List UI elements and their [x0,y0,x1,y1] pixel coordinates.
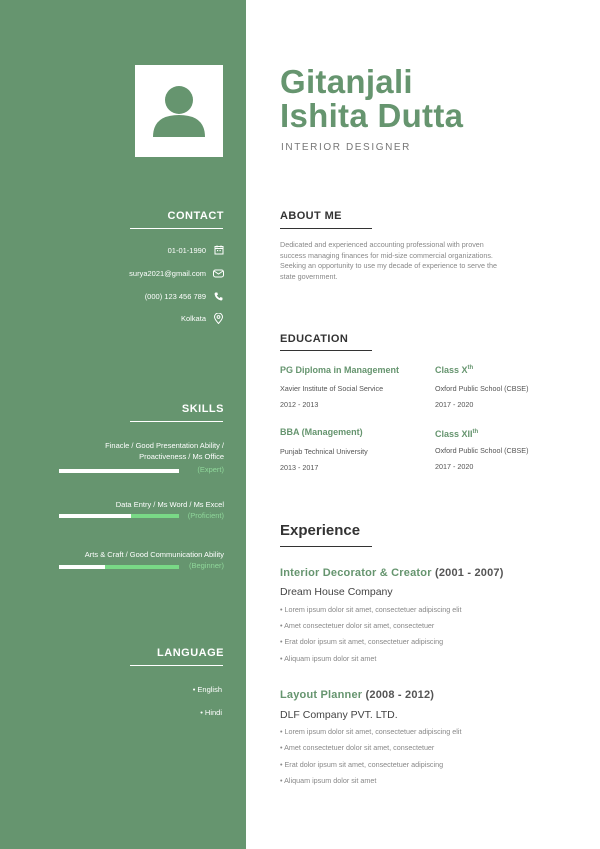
avatar-icon [151,85,207,137]
job-2-bullet-4: • Aliquam ipsum dolor sit amet [280,776,377,785]
language-item-hindi: • Hindi [200,708,222,717]
job-2-title-text: Layout Planner [280,689,363,701]
avatar [135,65,223,157]
phone-icon [213,291,224,302]
candidate-name [280,65,463,133]
contact-phone [145,289,224,303]
experience-divider [280,546,372,547]
edu-1-years: 2012 - 2013 [280,400,319,409]
edu-3-school: Punjab Technical University [280,447,368,456]
edu-4-title [435,429,478,439]
job-1-title [280,567,504,579]
edu-4-school: Oxford Public School (CBSE) [435,446,529,455]
job-2-bullet-2: • Amet consectetuer dolor sit amet, consectetuer [280,743,435,752]
job-1-bullet-1: • Lorem ipsum dolor sit amet, consectetuer adipiscing elit [280,605,462,614]
skill-2-line1: Data Entry / Ms Word / Ms Excel [115,500,224,509]
edu-3-title: BBA (Management) [280,427,363,437]
job-2-title [280,689,434,701]
location-pin-icon [213,313,224,324]
skills-heading: SKILLS [181,403,224,415]
education-heading: EDUCATION [280,333,349,345]
education-divider [280,350,372,351]
skill-1-bar-fill [59,469,179,473]
edu-2-title-text: Class X [435,365,468,375]
edu-2-years: 2017 - 2020 [435,400,474,409]
edu-2-title [435,365,473,375]
skill-3-line1: Arts & Craft / Good Communication Ability [84,550,224,559]
skill-1-level: (Expert) [197,465,224,474]
edu-3-years: 2013 - 2017 [280,463,319,472]
location-text: Kolkata [180,313,206,323]
about-divider [280,228,372,229]
language-divider [130,665,223,666]
edu-4-title-sup: th [472,429,479,435]
calendar-icon [213,245,224,256]
skill-1-bar [59,469,179,473]
about-heading: ABOUT ME [280,210,342,222]
skill-2-label [116,499,224,510]
edu-1-school: Xavier Institute of Social Service [280,384,384,393]
job-2-company: DLF Company PVT. LTD. [280,709,398,721]
email-icon [213,268,224,279]
edu-4-title-text: Class XII [435,429,473,439]
skills-divider [130,421,223,422]
language-item-english: • English [192,685,222,694]
skill-1-line2: Proactiveness / Ms Office [139,452,224,461]
edu-4-years: 2017 - 2020 [435,462,474,471]
skill-3-bar-fill [105,565,179,569]
job-1-bullet-4: • Aliquam ipsum dolor sit amet [280,654,377,663]
job-1-bullet-3: • Erat dolor ipsum sit amet, consectetuer adipiscing [280,637,444,646]
skill-2-bar-fill [131,514,179,518]
email-text[interactable]: surya2021@gmail.com [129,268,206,278]
phone-text: (000) 123 456 789 [144,291,206,301]
job-role: INTERIOR DESIGNER [281,142,411,153]
job-2-bullet-1: • Lorem ipsum dolor sit amet, consectetuer adipiscing elit [280,727,462,736]
about-text: Dedicated and experienced accounting professional with proven success managing finances for mid-size commercial organizations. Seeking an opportunity to use my decade of experience to serve the state government. [280,240,497,281]
edu-1-title: PG Diploma in Management [280,365,400,375]
edu-2-title-sup: th [467,365,474,371]
skill-3-label [85,549,224,560]
skill-1-label [105,440,224,462]
contact-location [181,311,224,325]
name-line-1: Gitanjali [280,63,413,100]
contact-dob [168,243,224,257]
contact-divider [130,228,223,229]
job-1-bullet-2: • Amet consectetuer dolor sit amet, consectetuer [280,621,435,630]
skill-3-level: (Beginner) [188,561,224,570]
skill-2-level: (Proficient) [187,511,224,520]
job-1-years: (2001 - 2007) [434,567,504,579]
job-1-title-text: Interior Decorator & Creator [280,567,432,579]
dob-text: 01-01-1990 [167,245,206,255]
job-2-years: (2008 - 2012) [365,689,435,701]
contact-heading: CONTACT [167,210,224,222]
skill-2-bar [59,514,179,518]
job-1-company: Dream House Company [280,586,393,598]
job-2-bullet-3: • Erat dolor ipsum sit amet, consectetuer adipiscing [280,760,444,769]
language-heading: LANGUAGE [157,647,224,659]
edu-2-school: Oxford Public School (CBSE) [435,384,529,393]
skill-3-bar [59,565,179,569]
sidebar [0,0,246,849]
contact-email [129,266,224,280]
experience-heading: Experience [280,522,361,539]
skill-1-line1: Finacle / Good Presentation Ability / [105,441,224,450]
name-line-2: Ishita Dutta [280,97,464,134]
